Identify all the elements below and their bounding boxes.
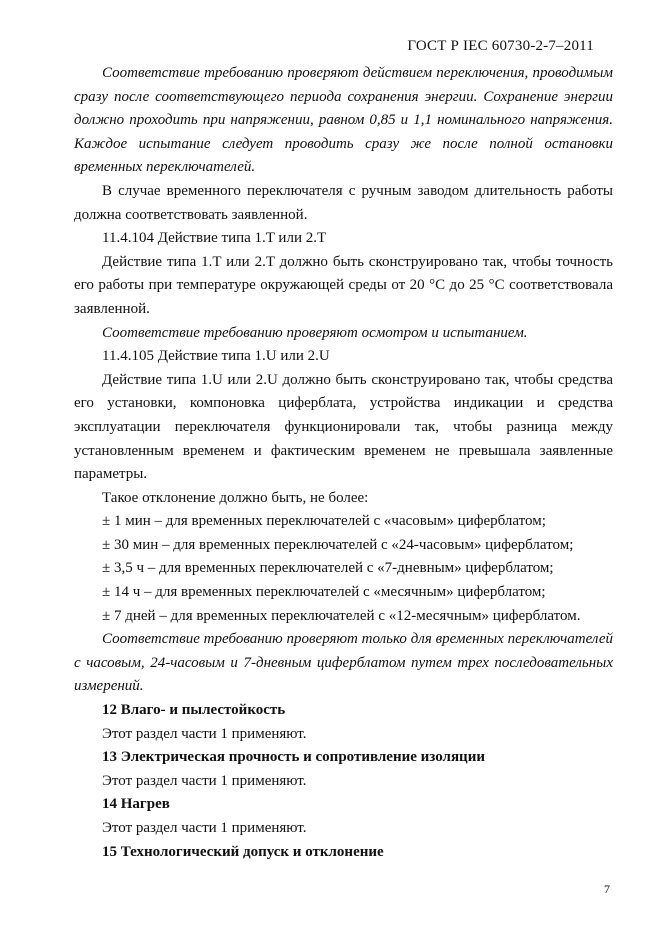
body-paragraph: Действие типа 1.U или 2.U должно быть сконструировано так, чтобы средства его установки, компоновка циферблата, устройства индикации и средства эксплуатации переключателя функционировали так, чтобы разница между установленным временем и фактическим временем не превышала заявленные параметры. (74, 371, 613, 483)
list-item: ± 14 ч – для временных переключателей с «месячным» циферблатом; (102, 584, 546, 601)
body-paragraph: Действие типа 1.T или 2.T должно быть сконструировано так, чтобы точность его работы при температуре окружающей среды от 20 °С до 25 °С соответствовала заявленной. (74, 253, 613, 317)
compliance-paragraph: Соответствие требованию проверяют осмотром и испытанием. (102, 324, 528, 341)
body-paragraph: В случае временного переключателя с ручным заводом длительность работы должна соответствовать заявленной. (74, 182, 613, 223)
list-item: ± 3,5 ч – для временных переключателей с «7-дневным» циферблатом; (102, 560, 554, 577)
list-item: ± 7 дней – для временных переключателей с «12-месячным» циферблатом. (102, 607, 581, 624)
compliance-paragraph: Соответствие требованию проверяют действием переключения, проводимым сразу после соответствующего периода сохранения энергии. Сохранение энергии должно проходить при напряжении, равном 0,85 и 1,1 номинального напряжения. Каждое испытание следует проводить сразу же после полной остановки временных переключателей. (74, 65, 613, 176)
section-heading: 12 Влаго- и пылестойкость (102, 702, 286, 719)
section-heading: 13 Электрическая прочность и сопротивление изоляции (102, 749, 485, 766)
page-body (74, 62, 613, 864)
body-paragraph: Этот раздел части 1 применяют. (102, 725, 307, 742)
body-paragraph: Этот раздел части 1 применяют. (102, 820, 307, 836)
page-number: 7 (604, 882, 610, 896)
list-item: ± 30 мин – для временных переключателей с «24-часовым» циферблатом; (102, 536, 574, 553)
body-paragraph: Этот раздел части 1 применяют. (102, 772, 307, 789)
compliance-paragraph: Соответствие требованию проверяют только для временных переключателей с часовым, 24-часовым и 7-дневным циферблатом путем трех последовательных измерений. (74, 631, 613, 695)
section-heading: 15 Технологический допуск и отклонение (102, 843, 384, 860)
body-paragraph: Такое отклонение должно быть, не более: (102, 489, 369, 506)
list-item: ± 1 мин – для временных переключателей с «часовым» циферблатом; (102, 513, 546, 530)
clause-heading: 11.4.105 Действие типа 1.U или 2.U (102, 348, 330, 365)
section-heading: 14 Нагрев (102, 796, 170, 813)
clause-heading: 11.4.104 Действие типа 1.T или 2.T (102, 230, 327, 247)
document-header: ГОСТ Р IEC 60730-2-7–2011 (407, 38, 594, 54)
